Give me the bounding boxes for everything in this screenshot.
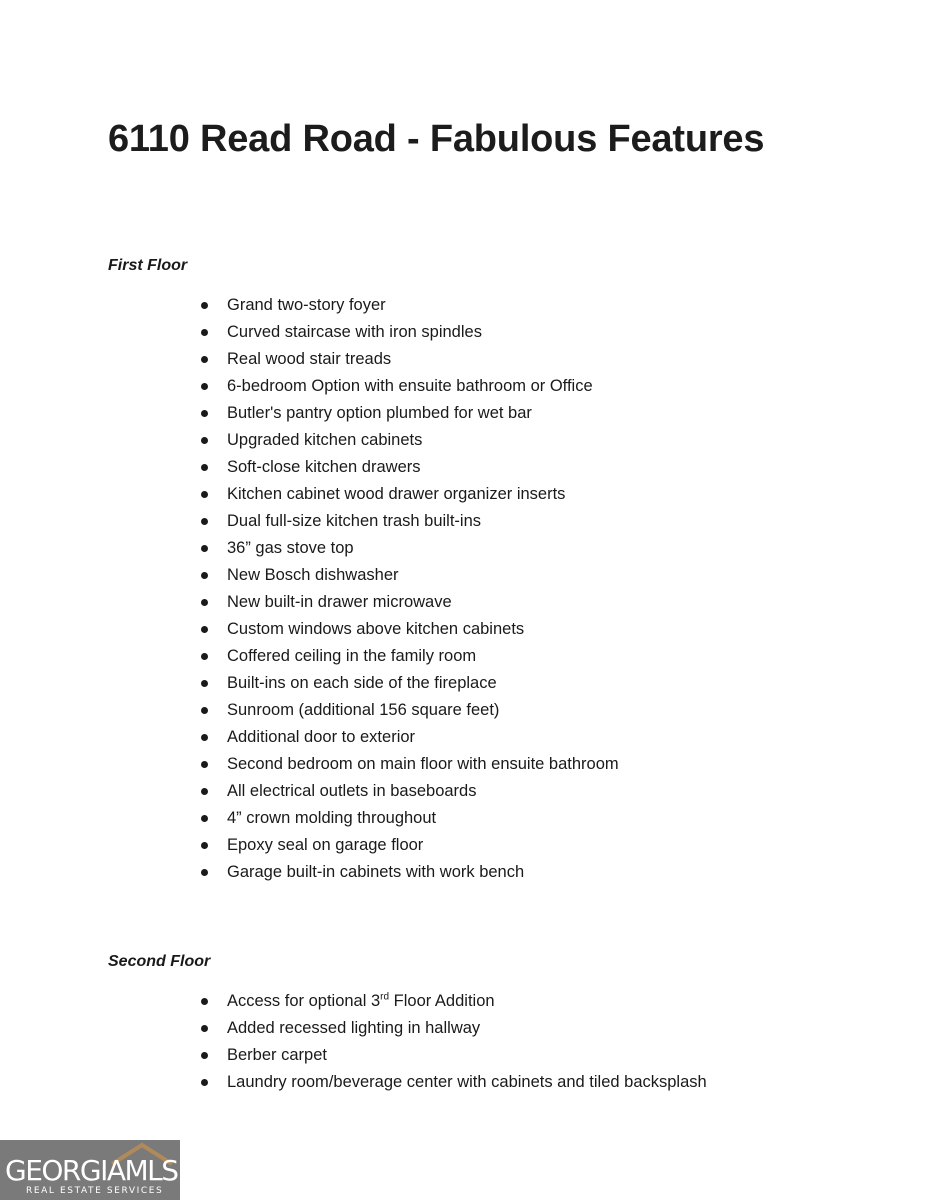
list-item: Epoxy seal on garage floor [200, 832, 619, 859]
list-item-text: Floor Addition [389, 992, 495, 1010]
list-item: 6-bedroom Option with ensuite bathroom or Office [200, 373, 619, 400]
second-floor-heading: Second Floor [108, 953, 211, 970]
list-item: New built-in drawer microwave [200, 589, 619, 616]
list-item: Garage built-in cabinets with work bench [200, 859, 619, 886]
list-item: Laundry room/beverage center with cabinets and tiled backsplash [200, 1069, 707, 1096]
list-item: 36” gas stove top [200, 535, 619, 562]
list-item: Berber carpet [200, 1042, 707, 1069]
ordinal-suffix: rd [380, 991, 390, 1003]
second-floor-feature-list [200, 988, 707, 1096]
list-item: Built-ins on each side of the fireplace [200, 670, 619, 697]
list-item: Added recessed lighting in hallway [200, 1015, 707, 1042]
georgia-mls-logo [0, 1140, 180, 1200]
page-title: 6110 Read Road - Fabulous Features [108, 118, 765, 160]
first-floor-heading: First Floor [108, 257, 188, 274]
logo-sub-text: REAL ESTATE SERVICES [26, 1186, 164, 1196]
list-item: 4” crown molding throughout [200, 805, 619, 832]
list-item: Sunroom (additional 156 square feet) [200, 697, 619, 724]
list-item: Additional door to exterior [200, 724, 619, 751]
list-item: New Bosch dishwasher [200, 562, 619, 589]
list-item [200, 988, 707, 1015]
first-floor-feature-list [200, 292, 619, 886]
list-item: Curved staircase with iron spindles [200, 319, 619, 346]
list-item: Butler's pantry option plumbed for wet bar [200, 400, 619, 427]
list-item-text: Access for optional 3 [227, 992, 381, 1010]
list-item: Custom windows above kitchen cabinets [200, 616, 619, 643]
list-item: Coffered ceiling in the family room [200, 643, 619, 670]
list-item: Second bedroom on main floor with ensuite bathroom [200, 751, 619, 778]
list-item: Kitchen cabinet wood drawer organizer inserts [200, 481, 619, 508]
logo-main-text: GEORGIAMLS [5, 1154, 178, 1187]
list-item: Real wood stair treads [200, 346, 619, 373]
list-item: Grand two-story foyer [200, 292, 619, 319]
list-item: All electrical outlets in baseboards [200, 778, 619, 805]
list-item: Soft-close kitchen drawers [200, 454, 619, 481]
list-item: Upgraded kitchen cabinets [200, 427, 619, 454]
list-item: Dual full-size kitchen trash built-ins [200, 508, 619, 535]
